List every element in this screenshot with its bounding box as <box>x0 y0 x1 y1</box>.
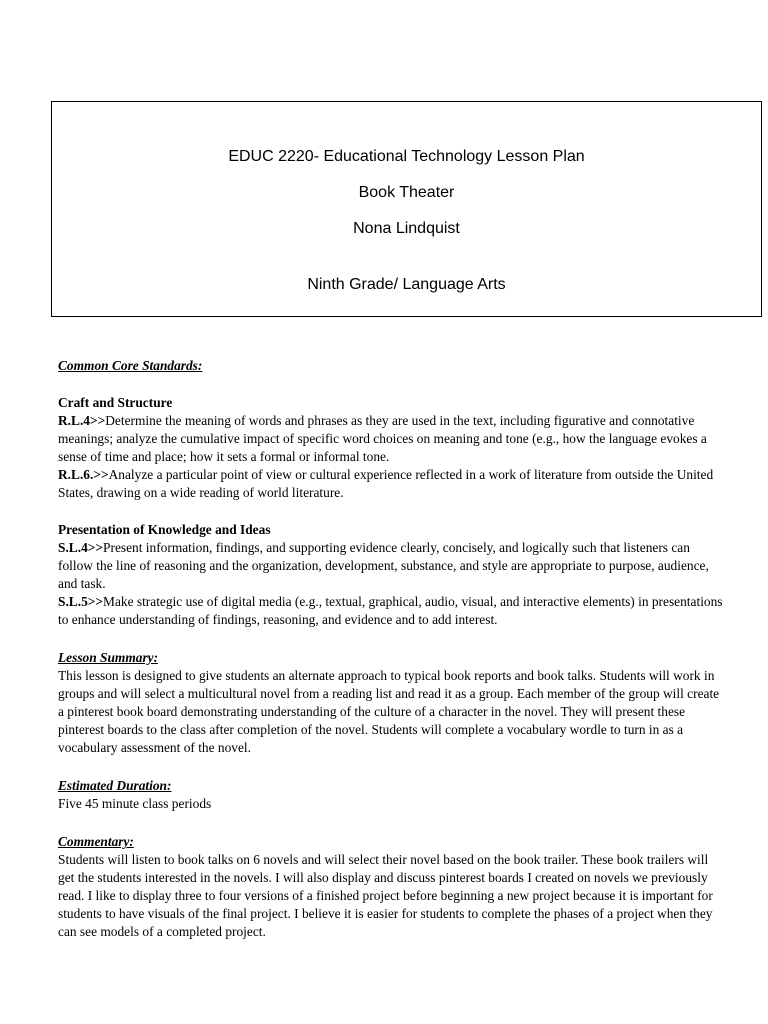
grade-subject: Ninth Grade/ Language Arts <box>307 276 506 293</box>
lesson-title: Book Theater <box>358 184 455 201</box>
standard-code: R.L.6.>> <box>58 467 109 482</box>
standard-text: Present information, findings, and supporting evidence clearly, concisely, and logically such that listeners can follow the line of reasoning and the organization, development, substance, and style are appropriate to purpose, audience, and task. <box>58 540 709 591</box>
standard-sl4 <box>58 539 726 593</box>
duration-heading: Estimated Duration: <box>58 778 172 793</box>
standard-code: S.L.4>> <box>58 540 104 555</box>
standards-heading: Common Core Standards: <box>58 358 203 373</box>
craft-structure-heading: Craft and Structure <box>58 395 173 410</box>
author-name: Nona Lindquist <box>353 220 460 237</box>
duration-text: Five 45 minute class periods <box>58 796 212 811</box>
lesson-body <box>58 357 726 941</box>
commentary-text: Students will listen to book talks on 6 novels and will select their novel based on the book trailer. These book trailers will get the students interested in the novels. I will also display and discuss pinterest boards I created on novels we previously read. I like to display three to four versions of a finished project before beginning a new project because it is important for students to have visuals of the final project. I believe it is easier for students to complete the phases of a project when they can see models of a completed project. <box>58 852 713 939</box>
standard-code: S.L.5>> <box>58 594 104 609</box>
presentation-heading: Presentation of Knowledge and Ideas <box>58 522 271 537</box>
standard-rl6 <box>58 466 726 502</box>
course-title: EDUC 2220- Educational Technology Lesson Plan <box>228 148 585 165</box>
standard-text: Determine the meaning of words and phrases as they are used in the text, including figurative and connotative meanings; analyze the cumulative impact of specific word choices on meaning and tone (e.g., how the language evokes a sense of time and place; how it sets a formal or informal tone. <box>58 413 707 464</box>
standard-text: Make strategic use of digital media (e.g., textual, graphical, audio, visual, and interactive elements) in presentations to enhance understanding of findings, reasoning, and evidence and to add interest. <box>58 594 723 627</box>
standard-sl5 <box>58 593 726 629</box>
standard-rl4 <box>58 412 726 466</box>
summary-heading: Lesson Summary: <box>58 650 159 665</box>
title-box <box>51 101 762 317</box>
standard-text: Analyze a particular point of view or cultural experience reflected in a work of literature from outside the United States, drawing on a wide reading of world literature. <box>58 467 714 500</box>
summary-text: This lesson is designed to give students an alternate approach to typical book reports and book talks. Students will work in groups and will select a multicultural novel from a reading list and read it as a group. Each member of the group will create a pinterest book board demonstrating understanding of the culture of a character in the novel. They will present these pinterest boards to the class after completion of the novel. Students will complete a vocabulary wordle to turn in as a vocabulary assessment of the novel. <box>58 668 720 755</box>
standard-code: R.L.4>> <box>58 413 106 428</box>
commentary-heading: Commentary: <box>58 834 134 849</box>
